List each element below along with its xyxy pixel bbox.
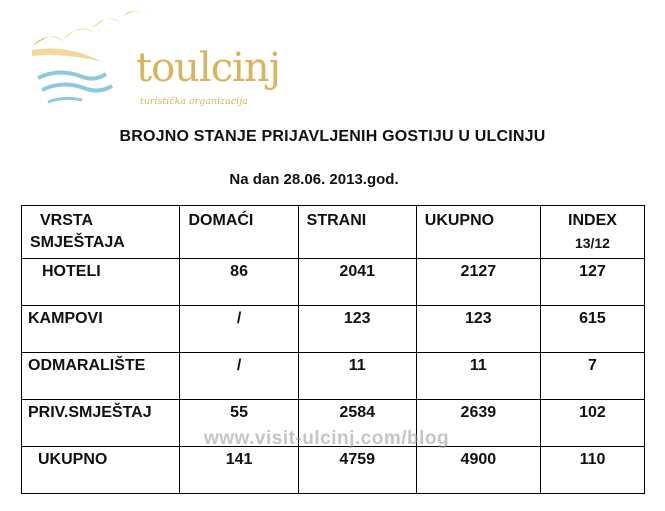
cell-ukupno: 4900 bbox=[460, 451, 497, 468]
cell-index: 7 bbox=[588, 357, 597, 374]
cell-index: 615 bbox=[579, 310, 606, 327]
cell-index: 110 bbox=[579, 451, 606, 468]
guest-statistics-table bbox=[21, 205, 645, 494]
cell-ukupno: 11 bbox=[469, 357, 487, 374]
header-vrsta-line2: SMJEŠTAJA bbox=[30, 234, 125, 251]
cell-strani: 123 bbox=[343, 310, 371, 327]
cell-index: 102 bbox=[579, 404, 606, 421]
table-header-row bbox=[22, 206, 645, 259]
logo-tagline: turistička organizacija bbox=[140, 96, 248, 107]
row-label: ODMARALIŠTE bbox=[28, 357, 146, 374]
row-label: PRIV.SMJEŠTAJ bbox=[28, 404, 152, 421]
row-label: KAMPOVI bbox=[28, 310, 103, 327]
header-vrsta-line1: VRSTA bbox=[40, 212, 94, 229]
header-vrsta-smjestaja bbox=[22, 206, 180, 259]
cell-strani: 2041 bbox=[339, 263, 376, 280]
report-date: Na dan 28.06. 2013.god. bbox=[229, 171, 399, 188]
cell-ukupno: 123 bbox=[465, 310, 492, 327]
cell-strani: 11 bbox=[348, 357, 366, 374]
watermark: www.visit-ulcinj.com/blog bbox=[204, 428, 450, 449]
cell-domaci: 141 bbox=[225, 451, 253, 468]
cell-domaci: / bbox=[236, 357, 242, 374]
header-ukupno: UKUPNO bbox=[416, 206, 540, 259]
header-index-line2: 13/12 bbox=[574, 235, 610, 251]
header-strani: STRANI bbox=[298, 206, 416, 259]
table-row bbox=[22, 353, 645, 400]
page-title: BROJNO STANJE PRIJAVLJENIH GOSTIJU U ULCINJU bbox=[119, 128, 546, 145]
cell-domaci: / bbox=[236, 310, 242, 327]
table-row-total bbox=[22, 447, 645, 494]
table-row bbox=[22, 306, 645, 353]
logo-wordmark: toulcinj bbox=[136, 45, 281, 91]
cell-ukupno: 2127 bbox=[460, 263, 497, 280]
header-index-line1: INDEX bbox=[568, 212, 617, 229]
cell-domaci: 55 bbox=[230, 404, 248, 421]
cell-strani: 2584 bbox=[339, 404, 376, 421]
table-row bbox=[22, 259, 645, 306]
cell-ukupno: 2639 bbox=[460, 404, 497, 421]
row-label: HOTELI bbox=[42, 263, 101, 280]
header-domaci: DOMAĆI bbox=[180, 206, 298, 259]
logo bbox=[28, 4, 281, 122]
cell-strani: 4759 bbox=[339, 451, 376, 468]
cell-index: 127 bbox=[579, 263, 606, 280]
cell-domaci: 86 bbox=[230, 263, 248, 280]
row-label: UKUPNO bbox=[38, 451, 108, 468]
header-index bbox=[540, 206, 644, 259]
